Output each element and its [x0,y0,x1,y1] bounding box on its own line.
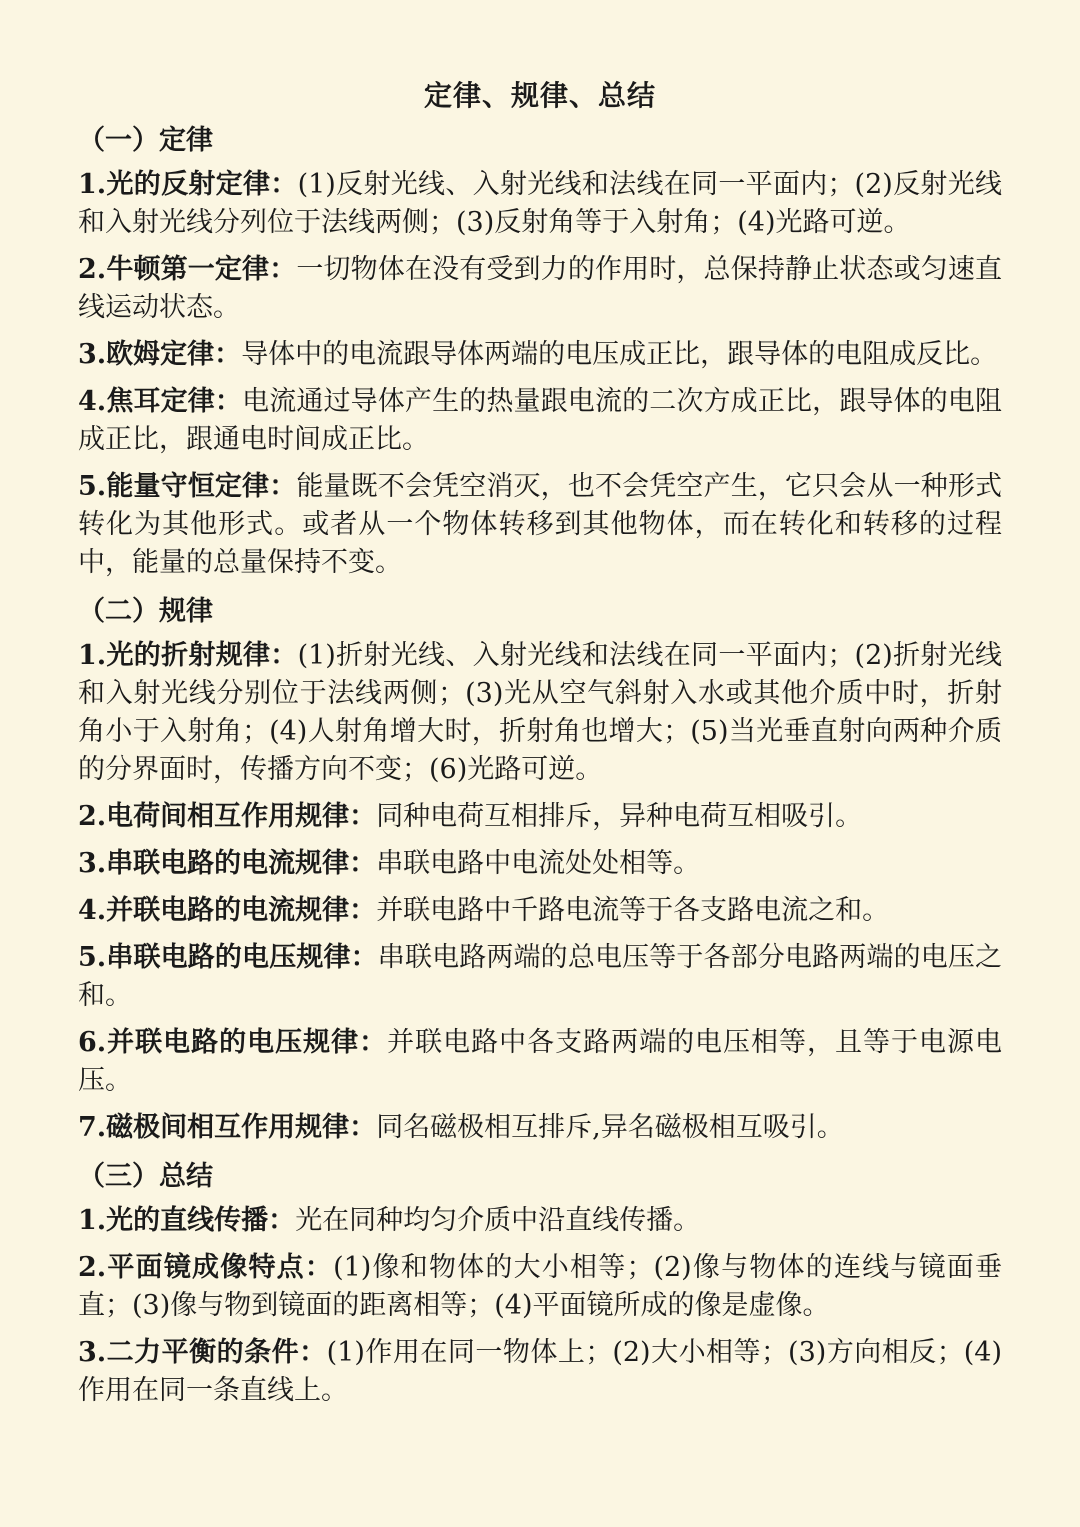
item-term: 2.电荷间相互作用规律： [78,801,377,832]
law-item-newton [78,251,1002,327]
rule-item-series-voltage [78,939,1002,1015]
item-term: 3.欧姆定律： [78,339,242,370]
item-text: 同种电荷互相排斥，异种电荷互相吸引。 [376,801,863,832]
section-heading-laws: （一）定律 [78,125,213,156]
item-text: 能量既不会凭空消灭，也不会凭空产生，它只会从一种形式转化为其他形式。或者从一个物体转移到其他物体，而在转化和转移的过程中，能量的总量保持不变。 [78,471,1003,578]
law-item-joule [78,383,1002,459]
item-text: 串联电路两端的总电压等于各部分电路两端的电压之和。 [78,942,1003,1011]
rule-item-parallel-voltage [78,1024,1002,1100]
item-term: 3.串联电路的电流规律： [78,848,377,879]
item-term: 6.并联电路的电压规律： [78,1027,388,1058]
item-term: 3.二力平衡的条件： [78,1337,327,1368]
item-term: 5.串联电路的电压规律： [78,942,378,973]
rule-item-refraction [78,637,1002,789]
item-text: 并联电路中各支路两端的电压相等，且等于电源电压。 [78,1027,1003,1096]
item-term: 4.并联电路的电流规律： [78,895,377,926]
item-term: 2.牛顿第一定律： [78,254,297,285]
rule-item-charges [78,798,1002,836]
item-term: 4.焦耳定律： [78,386,243,417]
summary-item-plane-mirror [78,1249,1002,1325]
law-item-ohm [78,336,1002,374]
rule-item-magnetic-poles [78,1109,1002,1147]
item-term: 7.磁极间相互作用规律： [78,1112,377,1143]
summary-item-force-balance [78,1334,1002,1410]
law-item-reflection [78,166,1002,242]
item-text: 导体中的电流跟导体两端的电压成正比，跟导体的电阻成反比。 [241,339,998,370]
item-text: (1)反射光线、入射光线和法线在同一平面内；(2)反射光线和入射光线分列位于法线两侧；(3)反射角等于入射角；(4)光路可逆。 [78,169,1002,238]
item-term: 1.光的折射规律： [78,640,298,671]
rule-item-parallel-current [78,892,1002,930]
page-title: 定律、规律、总结 [423,79,656,112]
item-text: 并联电路中千路电流等于各支路电流之和。 [376,895,890,926]
item-text: (1)像和物体的大小相等；(2)像与物体的连线与镜面垂直；(3)像与物到镜面的距离相等；(4)平面镜所成的像是虚像。 [78,1252,1003,1321]
section-heading-rules: （二）规律 [78,596,213,627]
section-heading-summary: （三）总结 [78,1161,213,1192]
rule-item-series-current [78,845,1002,883]
law-item-energy [78,468,1002,582]
item-term: 1.光的直线传播： [78,1205,296,1236]
item-term: 2.平面镜成像特点： [78,1252,334,1283]
item-text: 同名磁极相互排斥,异名磁极相互吸引。 [376,1112,844,1143]
item-text: 光在同种均匀介质中沿直线传播。 [295,1205,701,1236]
item-text: (1)作用在同一物体上；(2)大小相等；(3)方向相反；(4)作用在同一条直线上。 [78,1337,1003,1406]
item-term: 5.能量守恒定律： [78,471,297,502]
item-text: 电流通过导体产生的热量跟电流的二次方成正比，跟导体的电阻成正比，跟通电时间成正比。 [78,386,1002,455]
item-text: 串联电路中电流处处相等。 [376,848,701,879]
item-term: 1.光的反射定律： [78,169,298,200]
summary-item-light-straight [78,1202,1002,1240]
item-text: 一切物体在没有受到力的作用时，总保持静止状态或匀速直线运动状态。 [78,254,1003,323]
item-text: (1)折射光线、入射光线和法线在同一平面内；(2)折射光线和入射光线分别位于法线两侧；(3)光从空气斜射入水或其他介质中时，折射角小于入射角；(4)人射角增大时，折射角也增大；(5)当光垂直射向两种介质的分界面时，传播方向不变；(6)光路可逆。 [78,640,1002,785]
